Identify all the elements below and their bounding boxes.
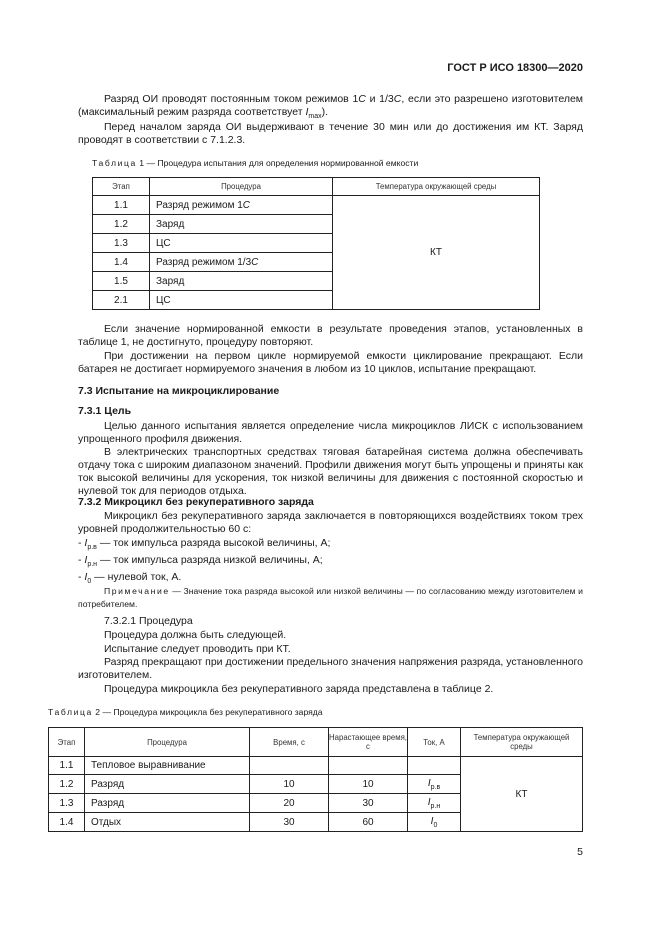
table1-caption: Таблица 1 — Процедура испытания для определения нормированной емкости	[92, 158, 419, 168]
table-row: 1.2 Разряд 10 10 $I_{р.в}$	[49, 775, 583, 794]
table-row: 1.4 Отдых 30 60 $I_0$	[49, 813, 583, 832]
paragraph-stop-discharge: Разряд прекращают при достижении предельного значения напряжения разряда, установленного изготовителем.	[78, 656, 583, 681]
section-7-3-heading: 7.3 Испытание на микроциклирование	[78, 385, 280, 397]
paragraph-repeat: Если значение нормированной емкости в результате проведения этапов, установленных в таблице 1, не достигнуто, процедуру повторяют.	[78, 323, 583, 348]
table1-header-procedure: Процедура	[150, 178, 333, 196]
table2-header-time: Время, с	[250, 728, 329, 757]
table2	[48, 727, 583, 832]
paragraph-kt: Испытание следует проводить при КТ.	[104, 643, 291, 655]
paragraph-table2-ref: Процедура микроцикла без рекуперативного заряда представлена в таблице 2.	[104, 683, 494, 695]
document-id: ГОСТ Р ИСО 18300—2020	[447, 62, 583, 74]
list-item: - $I_0$ — нулевой ток, А.	[78, 571, 182, 586]
table2-temp-cell: КТ	[461, 757, 583, 832]
paragraph-microcycle: Микроцикл без рекуперативного заряда заключается в повторяющихся воздействиях током трех уровней продолжительностью 60 с:	[78, 510, 583, 535]
table1	[92, 177, 540, 310]
table-row: 1.4 Разряд режимом 1/3С	[93, 253, 540, 272]
table2-header-current: Ток, А	[408, 728, 461, 757]
subsection-7-3-2-1: 7.3.2.1 Процедура	[104, 615, 193, 627]
table-row: 1.1 Разряд режимом 1С КТ	[93, 196, 540, 215]
paragraph-profiles: В электрических транспортных средствах тяговая батарейная система должна обеспечивать отдачу тока с широким диапазоном значений. Профили движения могут быть упрощены и приняты как ток высокой величины для ускорения, ток низкой величины для движения с постоянной скоростью и нулевой ток для периодов отдыха.	[78, 446, 583, 497]
page-number: 5	[577, 846, 583, 858]
table1-temp-cell: КТ	[333, 196, 540, 310]
bullet-list	[78, 537, 583, 588]
table1-header-temp: Температура окружающей среды	[333, 178, 540, 196]
table2-header-procedure: Процедура	[85, 728, 250, 757]
paragraph-procedure: Процедура должна быть следующей.	[104, 629, 287, 641]
list-item: - $I_{р.н}$ — ток импульса разряда низкой величины, А;	[78, 554, 323, 569]
table2-caption: Таблица 2 — Процедура микроцикла без рекуперативного заряда	[48, 707, 323, 717]
section-7-3-2-heading: 7.3.2 Микроцикл без рекуперативного заряда	[78, 496, 314, 508]
paragraph-goal: Целью данного испытания является определение числа микроциклов ЛИСК с использованием упрощенного профиля движения.	[78, 420, 583, 445]
paragraph-discharge: Разряд ОИ проводят постоянным током режимов 1С и 1/3С, если это разрешено изготовителем (максимальный режим разряда соответствует $I_{max}$).	[78, 93, 584, 121]
table2-header-temp: Температура окружающей среды	[461, 728, 583, 757]
table-row: 1.1 Тепловое выравнивание КТ	[49, 757, 583, 775]
list-item: - $I_{р.в}$ — ток импульса разряда высокой величины, А;	[78, 537, 331, 552]
paragraph-charge: Перед началом заряда ОИ выдерживают в течение 30 мин или до достижения им КТ. Заряд проводят в соответствии с 7.1.2.3.	[78, 121, 583, 146]
table-row: 1.3 Разряд 20 30 $I_{р.н}$	[49, 794, 583, 813]
table2-header-cumtime: Нарастающее время, с	[329, 728, 408, 757]
table-row: 1.2 Заряд	[93, 215, 540, 234]
table2-header-stage: Этап	[49, 728, 85, 757]
table-row: 2.1 ЦС	[93, 291, 540, 310]
table1-header-stage: Этап	[93, 178, 150, 196]
paragraph-cycling-stop: При достижении на первом цикле нормируемой емкости циклирование прекращают. Если батарея не достигает нормируемого значения в любом из 10 циклов, испытание прекращают.	[78, 350, 583, 375]
section-7-3-1-heading: 7.3.1 Цель	[78, 405, 132, 417]
note: Примечание — Значение тока разряда высокой или низкой величины — по согласованию между изготовителем и потребителем.	[78, 586, 583, 609]
table-row: 1.5 Заряд	[93, 272, 540, 291]
table-row: 1.3 ЦС	[93, 234, 540, 253]
